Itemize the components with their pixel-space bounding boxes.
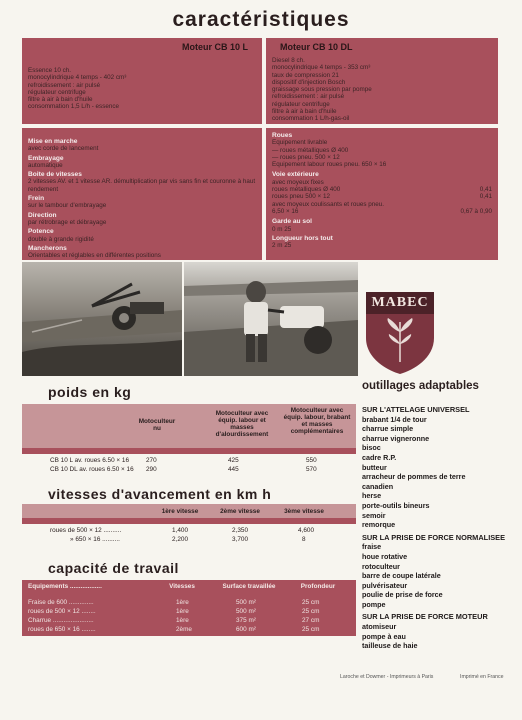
tool-item: pompe à eau (362, 631, 406, 641)
brand-name: MABEC (371, 295, 429, 310)
tool-item: pulvérisateur (362, 580, 408, 590)
speeds-heading: vitesses d'avancement en km h (48, 486, 272, 502)
spec-text: 2 vitesses AV. et 1 vitesse AR. démultiplication par vis sans fin et couronne à haut rendement (28, 178, 256, 193)
photo-operator-tilling (184, 262, 358, 376)
spec-text: sur le tambour d'embrayage (28, 202, 107, 210)
engine-line: monocylindrique 4 temps - 353 cm³ (272, 64, 371, 72)
engine-line: dispositif d'injection Bosch (272, 78, 346, 86)
engine-panel-cb10dl (266, 38, 498, 124)
table-row: » 650 × 16 .......... 2,200 3,700 8 (70, 536, 306, 543)
table-row: CB 10 L av. roues 6.50 × 16 270 425 550 (50, 457, 317, 464)
spec-text: — roues métalliques Ø 400 (272, 146, 349, 154)
spec-row: 6,50 × 16 0,67 à 0,90 (272, 207, 492, 215)
capacity-col-header: Equipements .................. (28, 583, 102, 590)
speeds-col-header: 3ème vitesse (284, 508, 324, 515)
engine-line: graissage sous pression par pompe (272, 86, 372, 94)
engine-line: régulateur centrifuge (272, 100, 330, 108)
spec-text: double à grande rigidité (28, 235, 94, 243)
table-row: roues de 500 × 12 ........ 1ère 500 m² 25 cm (28, 608, 320, 615)
tool-item: semoir (362, 510, 386, 520)
specs-panel-right (266, 128, 498, 260)
spec-text: automatique (28, 161, 63, 169)
tools-group-title: SUR LA PRISE DE FORCE MOTEUR (362, 612, 488, 622)
engine-lines-cb10dl (272, 57, 492, 123)
weights-header-rule (22, 448, 356, 454)
photo-field-tilling (22, 262, 182, 376)
capacity-table (22, 580, 356, 636)
weights-col-header: Motoculteur nu (138, 418, 176, 432)
speeds-col-header: 1ère vitesse (161, 508, 199, 515)
tool-item: brabant 1/4 de tour (362, 414, 427, 424)
table-row: roues de 650 × 16 ........ 2ème 600 m² 25 cm (28, 626, 320, 633)
weights-col-header: Motoculteur avec équip. labour, brabant et masses complémentaires (283, 407, 351, 435)
engine-line: taux de compression 21 (272, 71, 339, 79)
engine-line: régulateur centrifuge (28, 88, 86, 96)
tool-item: charrue vigneronne (362, 433, 430, 443)
tool-item: remorque (362, 520, 396, 530)
engine-lines-cb10l (28, 67, 256, 111)
engine-line: monocylindrique 4 temps - 402 cm³ (28, 74, 127, 82)
spec-label: Direction (28, 211, 57, 219)
spec-label: Boite de vitesses (28, 171, 82, 179)
spec-row: roues pneu 500 × 12 0,41 (272, 193, 492, 201)
engine-heading-cb10dl: Moteur CB 10 DL (280, 42, 353, 52)
engine-line: consommation 1 L/h-gas-oil (272, 115, 350, 123)
tools-heading: outillages adaptables (362, 380, 479, 392)
table-row: Charrue ....................... 1ère 375 m² 27 cm (28, 617, 320, 624)
tool-item: houe rotative (362, 551, 408, 561)
table-row: CB 10 DL av. roues 6.50 × 16 290 445 570 (50, 466, 317, 473)
engine-heading-cb10l: Moteur CB 10 L (181, 42, 248, 52)
engine-line: Diesel 8 ch. (272, 57, 305, 64)
spec-label: Roues (272, 132, 293, 139)
capacity-heading: capacité de travail (48, 560, 179, 576)
spec-label: Mancherons (28, 244, 67, 252)
spec-text: Equipement labour roues pneu. 650 × 16 (272, 161, 387, 169)
weights-table (22, 404, 356, 478)
spec-label: Garde au sol (272, 218, 312, 226)
speeds-col-header: 2ème vitesse (220, 508, 260, 515)
spec-text: — roues pneu. 500 × 12 (272, 153, 340, 161)
speeds-table (22, 504, 356, 548)
spec-row: avec moyeux coulissants et roues pneu. (272, 200, 385, 208)
tool-item: herse (362, 491, 382, 501)
spec-label: Longueur hors tout (272, 234, 333, 242)
tool-item: bisoc (362, 443, 381, 453)
tool-item: atomiseur (362, 622, 397, 632)
weights-col-header: Motoculteur avec équip. labour et masses d'alourdissement (215, 410, 269, 438)
spec-label: Voie extérieure (272, 171, 319, 179)
spec-text: par rétrobrage et débrayage (28, 218, 107, 226)
tool-item: butteur (362, 462, 387, 472)
spec-label: Mise en marche (28, 138, 78, 145)
engine-line: filtre à air à bain d'huile (28, 96, 93, 104)
capacity-col-header: Surface travaillée (222, 583, 276, 590)
spec-text: avec corde de lancement (28, 145, 99, 153)
tools-list (362, 402, 522, 651)
brand-logo (362, 288, 438, 376)
spec-row: avec moyeux fixes (272, 178, 324, 186)
tools-group-title: SUR LA PRISE DE FORCE NORMALISEE (362, 532, 506, 542)
specs-panel-left (22, 128, 262, 260)
engine-line: consommation 1,5 L/h - essence (28, 103, 120, 111)
speeds-header-rule (22, 518, 356, 524)
capacity-col-header: Profondeur (300, 583, 336, 590)
spec-text: 2 m 25 (272, 242, 292, 250)
footer-printer: Laroche et Dowmer - Imprimeurs à Paris (340, 674, 434, 680)
tool-item: barre de coupe latérale (362, 571, 441, 581)
weights-heading: poids en kg (48, 384, 132, 400)
tools-group-title: SUR L'ATTELAGE UNIVERSEL (362, 405, 470, 414)
tool-item: porte-outils bineurs (362, 500, 430, 510)
spec-text: 0 m 25 (272, 225, 292, 233)
footer-printed: Imprimé en France (460, 674, 504, 680)
tool-item: pompe (362, 599, 386, 609)
spec-label: Frein (28, 195, 45, 203)
capacity-col-header: Vitesses (169, 583, 195, 590)
table-row: roues de 500 × 12 .......... 1,400 2,350 4,600 (50, 527, 314, 534)
tool-item: poulie de prise de force (362, 590, 443, 600)
engine-panel-cb10l (22, 38, 262, 124)
page-title: caractéristiques (172, 8, 350, 31)
spec-label: Potence (28, 228, 54, 236)
engine-line: refroidissement : air pulsé (272, 93, 345, 101)
spec-label: Embrayage (28, 154, 64, 162)
tool-item: rotoculteur (362, 561, 400, 571)
tool-item: canadien (362, 481, 394, 491)
engine-line: filtre à air à bain d'huile (272, 108, 337, 116)
tool-item: cadre R.P. (362, 452, 397, 462)
tool-item: arracheur de pommes de terre (362, 472, 466, 482)
engine-line: refroidissement : air pulsé (28, 81, 101, 89)
tool-item: fraise (362, 542, 382, 552)
tool-item: tailleuse de haie (362, 641, 418, 651)
spec-text: Orientables et réglables en différentes positions (28, 252, 161, 260)
engine-line: Essence 10 ch. (28, 67, 72, 74)
table-row: Fraise de 600 .............. 1ère 500 m² 25 cm (28, 599, 320, 606)
tool-item: charrue simple (362, 424, 414, 434)
spec-row: roues métalliques Ø 400 0,41 (272, 186, 492, 194)
spec-text: Equipement livrable (272, 139, 328, 147)
